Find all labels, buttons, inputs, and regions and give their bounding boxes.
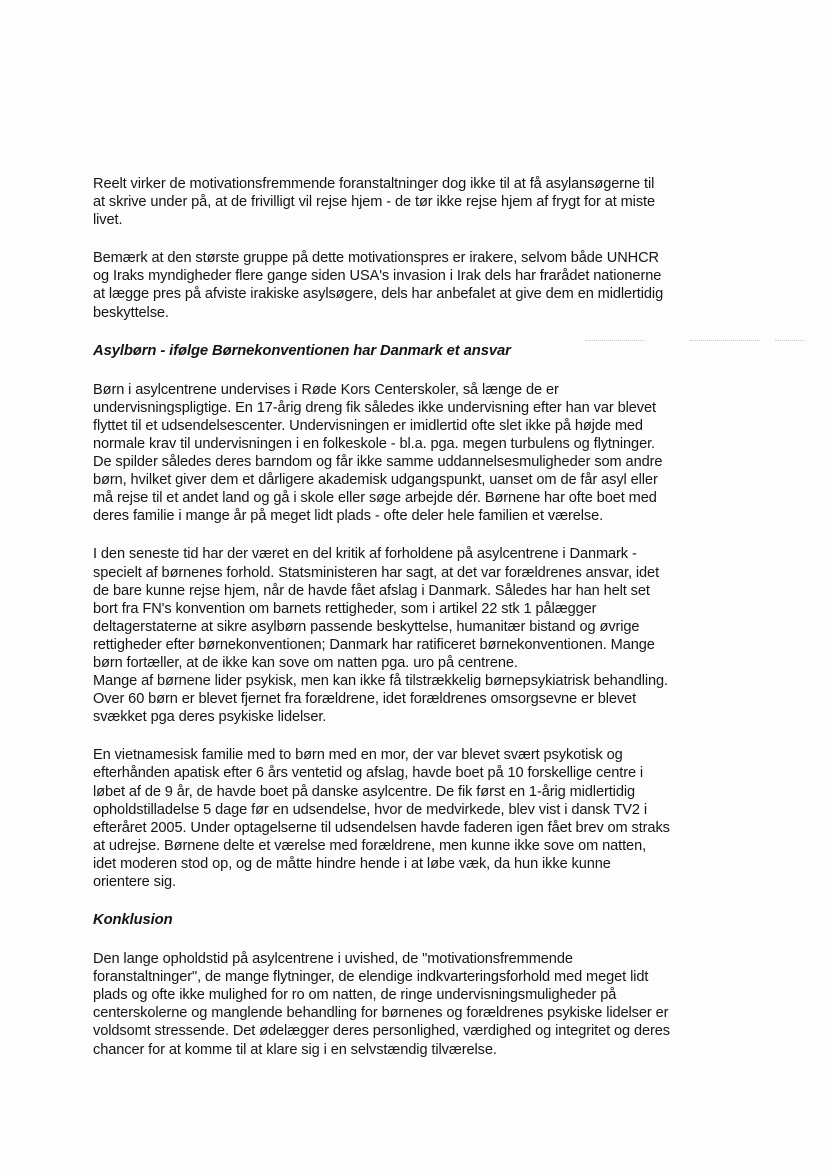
text-line: børn, hvilket giver dem et dårligere akademisk udgangspunkt, uanset om de får asyl eller: [93, 472, 658, 489]
text-line: De spilder således deres barndom og får ikke samme uddannelsesmuligheder som andre: [93, 454, 663, 471]
text-line: orientere sig.: [93, 874, 176, 890]
text-line: efterhånden apatisk efter 6 års ventetid og afslag, havde boet på 10 forskellige centre i: [93, 765, 644, 782]
text-line: beskyttelse.: [93, 304, 169, 321]
text-line: Over 60 børn er blevet fjernet fra forældrene, idet forældrenes omsorgsevne er blevet: [93, 691, 637, 708]
text-line: Den lange opholdstid på asylcentrene i uvished, de "motivationsfremmende: [93, 951, 573, 968]
text-line: Reelt virker de motivationsfremmende foranstaltninger dog ikke til at få asylansøgerne til: [93, 176, 655, 192]
text-line: rettigheder efter børnekonventionen; Danmark har ratificeret børnekonventionen. Mange: [93, 636, 655, 653]
document-body: [93, 175, 733, 1079]
scan-artifact: [775, 340, 805, 342]
text-line: Børn i asylcentrene undervises i Røde Kors Centerskoler, så længe de er: [93, 381, 559, 398]
section-heading: Asylbørn - ifølge Børnekonventionen har Danmark et ansvar: [93, 342, 511, 359]
text-line: idet moderen stod op, og de måtte hindre hende i at løbe væk, da hun ikke kunne: [93, 855, 611, 872]
paragraph: [93, 545, 733, 726]
text-line: foranstaltninger", de mange flytninger, de elendige indkvarteringsforhold med meget lidt: [93, 969, 649, 986]
text-line: flyttet til et udsendelsescenter. Undervisningen er imidlertid ofte slet ikke på højde med: [93, 417, 643, 434]
paragraph: [93, 249, 733, 321]
paragraph: [93, 381, 733, 526]
text-line: bort fra FN's konvention om barnets rettigheder, som i artikel 22 stk 1 pålægger: [93, 600, 597, 617]
text-line: specielt af børnenes forhold. Statsministeren har sagt, at det var forældrenes ansvar, idet: [93, 564, 660, 581]
paragraph: [93, 746, 733, 891]
text-line: Bemærk at den største gruppe på dette motivationspres er irakere, selvom både UNHCR: [93, 250, 659, 267]
text-line: børn fortæller, at de ikke kan sove om natten pga. uro på centrene.: [93, 654, 518, 671]
text-line: undervisningspligtige. En 17-årig dreng fik således ikke undervisning efter han var blevet: [93, 399, 656, 416]
text-line: må rejse til et andet land og gå i skole eller søge arbejde dér. Børnene har ofte boet med: [93, 490, 657, 507]
text-line: chancer for at komme til at klare sig i en selvstændig tilværelse.: [93, 1041, 497, 1058]
text-line: og Iraks myndigheder flere gange siden USA's invasion i Irak dels har frarådet nationerne: [93, 268, 662, 285]
text-line: de bare kunne rejse hjem, når de havde fået afslag i Danmark. Således har han helt set: [93, 582, 650, 599]
text-line: plads og ofte ikke mulighed for ro om natten, de ringe undervisningsmuligheder på: [93, 987, 617, 1004]
text-line: I den seneste tid har der været en del kritik af forholdene på asylcentrene i Danmark -: [93, 546, 637, 563]
text-line: svækket pga deres psykiske lidelser.: [93, 709, 327, 726]
paragraph: [93, 950, 733, 1059]
text-line: deres familie i mange år på meget lidt plads - ofte deler hele familien et værelse.: [93, 508, 604, 525]
text-line: livet.: [93, 212, 123, 229]
text-line: centerskolerne og manglende behandling for børnenes og forældrenes psykiske lidelser er: [93, 1005, 669, 1022]
text-line: at lægge pres på afviste irakiske asylsøgere, dels har anbefalet at give dem en midlertidig: [93, 286, 664, 303]
text-line: En vietnamesisk familie med to børn med en mor, der var blevet svært psykotisk og: [93, 747, 623, 764]
text-line: voldsomt stressende. Det ødelægger deres personlighed, værdighed og integritet og deres: [93, 1023, 671, 1040]
text-line: at udrejse. Børnene delte et værelse med forældrene, men kunne ikke sove om natten,: [93, 837, 647, 854]
text-line: opholdstilladelse 5 dage før en udsendelse, hvor de medvirkede, blev vist i dansk TV2 i: [93, 801, 648, 818]
text-line: efteråret 2005. Under optagelserne til udsendelsen havde faderen igen fået brev om straks: [93, 819, 670, 836]
text-line: løbet af de 9 år, de havde boet på danske asylcentre. De fik først en 1-årig midlertidig: [93, 783, 636, 800]
text-line: deltagerstaterne at sikre asylbørn passende beskyttelse, humanitær bistand og øvrige: [93, 618, 640, 635]
section-heading: Konklusion: [93, 912, 173, 929]
paragraph: [93, 175, 733, 229]
text-line: at skrive under på, at de frivilligt vil rejse hjem - de tør ikke rejse hjem af frygt for at miste: [93, 194, 655, 211]
text-line: normale krav til undervisningen i en folkeskole - bl.a. pga. megen turbulens og flytninger.: [93, 435, 656, 452]
text-line: Mange af børnene lider psykisk, men kan ikke få tilstrækkelig børnepsykiatrisk behandling.: [93, 673, 669, 690]
